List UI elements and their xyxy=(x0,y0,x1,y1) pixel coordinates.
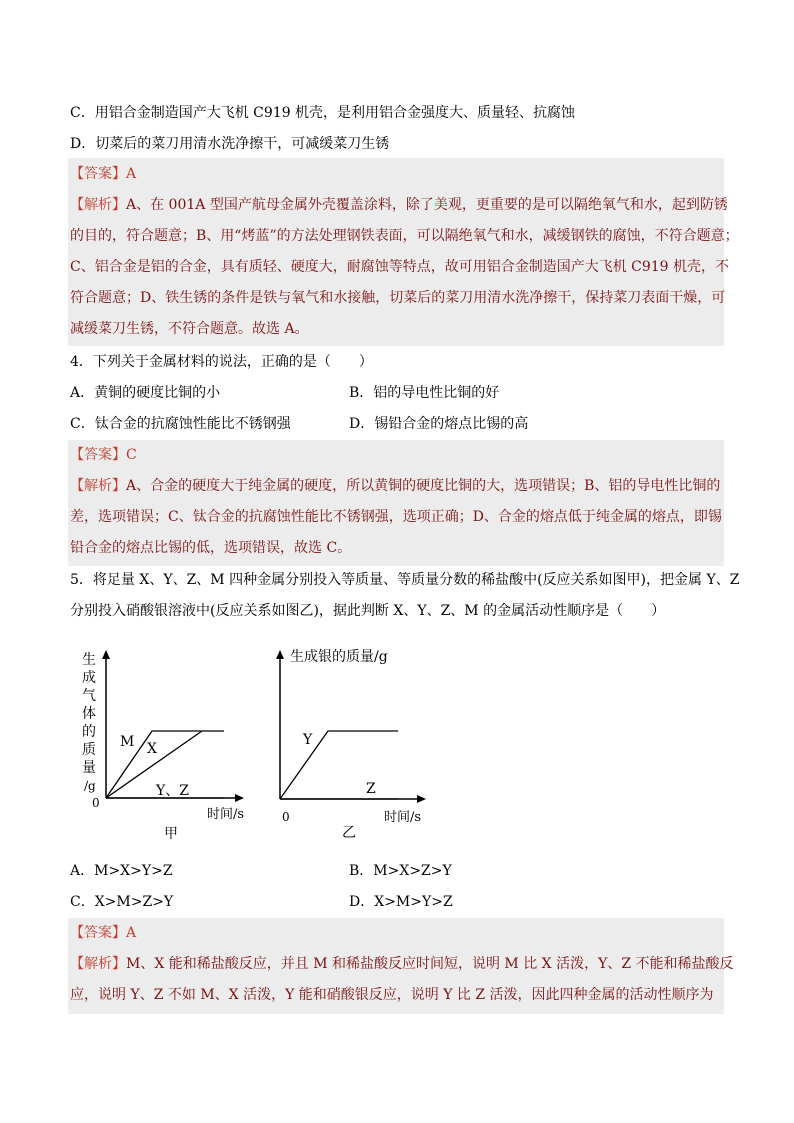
x-axis-label: 时间/s xyxy=(207,807,245,822)
label-z: Z xyxy=(366,781,376,797)
q3-option-c: C．用铝合金制造国产大飞机 C919 机壳，是利用铝合金强度大、质量轻、抗腐蚀 xyxy=(70,105,576,121)
q5-stem-line: 分别投入硝酸银溶液中(反应关系如图乙)，据此判断 X、Y、Z、M 的金属活动性顺序是（ ） xyxy=(70,603,666,619)
q3-analysis-line: C、铝合金是铝的合金，具有质轻、硬度大，耐腐蚀等特点，故可用铝合金制造国产大飞机 C919 机壳，不 xyxy=(70,259,730,275)
q4-stem: 4．下列关于金属材料的说法，正确的是（ ） xyxy=(70,354,373,370)
y-axis-label: 生成银的质量/g xyxy=(290,649,388,665)
origin-label: 0 xyxy=(282,810,290,824)
q5-option-c: C．X>M>Z>Y xyxy=(70,894,174,910)
q3-analysis-line: 的目的，符合题意；B、用“烤蓝”的方法处理钢铁表面，可以隔绝氧气和水，减缓钢铁的腐蚀，不符合题意； xyxy=(70,228,739,244)
analysis-text: M、X 能和稀盐酸反应，并且 M 和稀盐酸反应时间短，说明 M 比 X 活泼，Y、Z 不能和稀盐酸反 xyxy=(126,956,734,972)
q5-answer xyxy=(70,924,136,942)
q4-analysis-line: 铅合金的熔点比锡的低，选项错误，故选 C。 xyxy=(70,540,352,556)
origin-label: 0 xyxy=(92,796,100,810)
analysis-text: A、在 001A 型国产航母金属外壳覆盖涂料，除了美观，更重要的是可以隔绝氧气和水，起到防锈 xyxy=(126,197,728,213)
chart-yi xyxy=(268,644,448,846)
q5-analysis-line: 应，说明 Y、Z 不如 M、X 活泼，Y 能和硝酸银反应，说明 Y 比 Z 活泼，因此四种金属的活动性顺序为 xyxy=(70,987,714,1003)
answer-tag: 【答案】 xyxy=(70,166,126,182)
answer-value: A xyxy=(126,166,137,182)
answer-value: A xyxy=(126,925,137,941)
answer-tag: 【答案】 xyxy=(70,447,126,463)
chart-caption: 乙 xyxy=(342,825,356,841)
q4-option-c: C．钛合金的抗腐蚀性能比不锈钢强 xyxy=(70,416,291,432)
ylabel-char: 质 xyxy=(82,742,96,758)
q3-option-d: D．切菜后的菜刀用清水洗净擦干，可减缓菜刀生锈 xyxy=(70,136,390,152)
x-axis-arrow xyxy=(417,795,426,803)
q5-option-a: A．M>X>Y>Z xyxy=(70,863,173,879)
label-x: X xyxy=(147,741,157,757)
x-axis-arrow xyxy=(235,794,244,802)
ylabel-char: 体 xyxy=(82,706,96,722)
analysis-tag: 【解析】 xyxy=(70,197,126,213)
line-y xyxy=(280,731,398,799)
q4-option-a: A．黄铜的硬度比铜的小 xyxy=(70,385,221,401)
q5-option-d: D．X>M>Y>Z xyxy=(349,894,453,910)
q3-answer xyxy=(70,165,136,183)
q4-answer xyxy=(70,446,137,464)
x-axis-label: 时间/s xyxy=(384,810,422,825)
y-axis-arrow xyxy=(102,650,110,659)
ylabel-char: /g xyxy=(84,779,96,793)
label-y: Y xyxy=(303,732,313,748)
analysis-tag: 【解析】 xyxy=(70,956,126,972)
q3-analysis-line: 减缓菜刀生锈，不符合题意。故选 A。 xyxy=(70,321,309,337)
q4-option-b: B．铝的导电性比铜的好 xyxy=(349,385,500,401)
analysis-text: A、合金的硬度大于纯金属的硬度，所以黄铜的硬度比铜的大，选项错误；B、铝的导电性比铜的 xyxy=(126,478,721,494)
label-yz: Y、Z xyxy=(156,783,189,799)
q4-analysis-line xyxy=(70,477,720,495)
chart-jia xyxy=(74,648,254,848)
answer-tag: 【答案】 xyxy=(70,925,126,941)
q4-option-d: D．锡铅合金的熔点比锡的高 xyxy=(349,416,529,432)
ylabel-char: 成 xyxy=(82,670,96,686)
q3-analysis-line xyxy=(70,196,728,214)
answer-value: C xyxy=(126,447,137,463)
ylabel-char: 的 xyxy=(82,724,96,740)
ylabel-char: 量 xyxy=(82,760,96,776)
ylabel-char: 气 xyxy=(82,688,96,704)
q5-stem-line: 5．将足量 X、Y、Z、M 四种金属分别投入等质量、等质量分数的稀盐酸中(反应关系如图甲)，把金属 Y、Z xyxy=(70,572,740,588)
q4-analysis-line: 差，选项错误；C、钛合金的抗腐蚀性能比不锈钢强，选项正确；D、合金的熔点低于纯金属的熔点，即锡 xyxy=(70,509,722,525)
y-axis-arrow xyxy=(276,650,284,659)
q5-analysis-line xyxy=(70,955,734,973)
chart-jia-ylabel xyxy=(82,651,96,793)
q3-analysis-line: 符合题意；D、铁生锈的条件是铁与氧气和水接触，切菜后的菜刀用清水洗净擦干，保持菜刀表面干燥，可 xyxy=(70,290,726,306)
q5-option-b: B．M>X>Z>Y xyxy=(349,863,452,879)
chart-caption: 甲 xyxy=(164,826,178,842)
label-m: M xyxy=(120,734,135,750)
ylabel-char: 生 xyxy=(82,652,96,668)
q3-answer-block xyxy=(68,158,724,346)
analysis-tag: 【解析】 xyxy=(70,478,126,494)
